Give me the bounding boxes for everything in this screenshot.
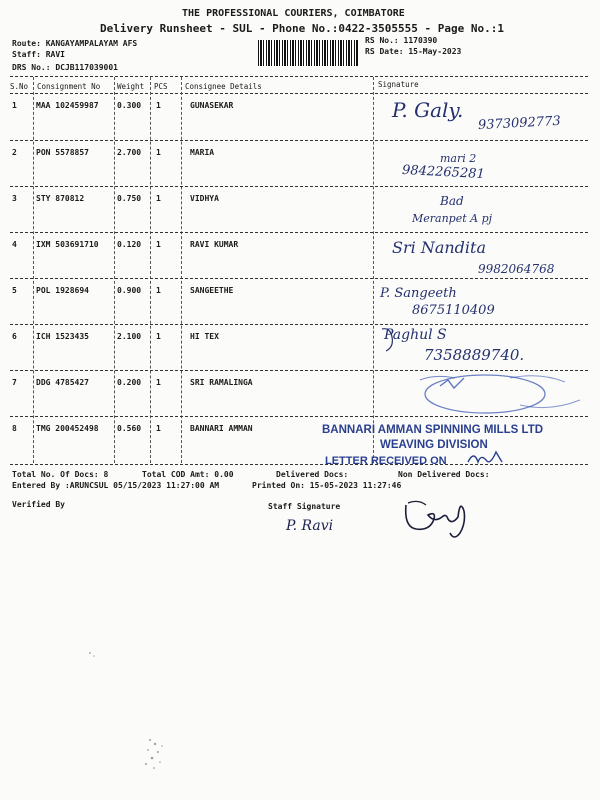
- row-consignee: SRI RAMALINGA: [190, 378, 253, 387]
- row-sno: 5: [12, 286, 17, 295]
- rs-number: RS No.: 1170390: [365, 36, 438, 45]
- table-header-rule: [10, 93, 588, 94]
- row-weight: 0.560: [117, 424, 142, 433]
- row-pcs: 1: [156, 332, 161, 341]
- table-top-rule: [10, 76, 588, 77]
- company-stamp-line1: BANNARI AMMAN SPINNING MILLS LTD: [322, 424, 544, 436]
- row-consignee: RAVI KUMAR: [190, 240, 239, 249]
- col-sno: S.No: [10, 82, 29, 91]
- row-pcs: 1: [156, 424, 161, 433]
- entered-by: Entered By :ARUNCSUL 05/15/2023 11:27:00 AM: [12, 481, 220, 490]
- runsheet-title: Delivery Runsheet - SUL - Phone No.:0422-3505555 - Page No.:1: [100, 22, 504, 35]
- col-signature: Signature: [378, 80, 419, 89]
- row-phone-note: 9842265281: [401, 162, 486, 183]
- row-consignee: BANNARI AMMAN: [190, 424, 253, 433]
- row-place-note: Meranpet A pj: [412, 212, 493, 225]
- row-consignment: MAA 102459987: [36, 101, 99, 110]
- col-divider: [150, 77, 151, 463]
- row-consignment: STY 870812: [36, 194, 85, 203]
- row-rule: [10, 278, 588, 279]
- row-consignee: MARIA: [190, 148, 215, 157]
- row-pcs: 1: [156, 286, 161, 295]
- row-consignee: GUNASEKAR: [190, 101, 234, 110]
- col-divider: [33, 77, 34, 463]
- table-bottom-rule: [10, 464, 588, 465]
- row-sno: 2: [12, 148, 17, 157]
- row-phone-note: 9982064768: [478, 262, 555, 276]
- row-consignee: SANGEETHE: [190, 286, 234, 295]
- row-signature: P. Sangeeth: [380, 286, 457, 301]
- col-divider: [373, 77, 374, 463]
- row-phone-note: 7358889740.: [424, 346, 525, 364]
- row-sno: 1: [12, 101, 17, 110]
- row-weight: 0.750: [117, 194, 142, 203]
- row-consignment: PON 5578857: [36, 148, 89, 157]
- row-pcs: 1: [156, 148, 161, 157]
- stamp-initials-signature: [466, 448, 506, 468]
- col-weight: Weight: [117, 82, 145, 91]
- col-consignment: Consignment No: [37, 82, 101, 91]
- barcode: [258, 40, 358, 66]
- row-weight: 2.700: [117, 148, 142, 157]
- row-rule: [10, 324, 588, 325]
- row-signature: Bad: [440, 194, 464, 208]
- delivered-docs: Delivered Docs:: [276, 470, 349, 479]
- row-consignment: IXM 503691710: [36, 240, 99, 249]
- verified-by-label: Verified By: [12, 500, 65, 509]
- signature-flourish: [378, 325, 408, 355]
- scan-smudge: [84, 648, 104, 662]
- row-consignee: VIDHYA: [190, 194, 219, 203]
- row-pcs: 1: [156, 194, 161, 203]
- row-phone-note: 9373092773: [477, 113, 562, 134]
- row-weight: 0.200: [117, 378, 142, 387]
- row-weight: 0.300: [117, 101, 142, 110]
- staff-signature-hand: P. Ravi: [286, 518, 334, 534]
- row-sno: 8: [12, 424, 17, 433]
- receipt-stamp-graphic: [400, 370, 590, 420]
- row-weight: 2.100: [117, 332, 142, 341]
- row-signature: P. Galy.: [392, 98, 464, 122]
- rs-date: RS Date: 15-May-2023: [365, 47, 462, 56]
- row-pcs: 1: [156, 101, 161, 110]
- scan-smudge: [130, 728, 180, 778]
- row-signature: Sri Nandita: [392, 238, 486, 257]
- staff-signature-label: Staff Signature: [268, 502, 341, 511]
- row-consignee: HI TEX: [190, 332, 219, 341]
- row-rule: [10, 232, 588, 233]
- col-consignee: Consignee Details: [185, 82, 262, 91]
- staff-label: Staff: RAVI: [12, 50, 65, 59]
- drs-number: DRS No.: DCJB117039001: [12, 63, 118, 72]
- row-sno: 7: [12, 378, 17, 387]
- total-cod: Total COD Amt: 0.00: [142, 470, 234, 479]
- row-pcs: 1: [156, 240, 161, 249]
- row-sno: 4: [12, 240, 17, 249]
- row-consignment: POL 1928694: [36, 286, 89, 295]
- row-consignment: TMG 200452498: [36, 424, 99, 433]
- col-pcs: PCS: [154, 82, 168, 91]
- total-docs: Total No. Of Docs: 8: [12, 470, 109, 479]
- row-rule: [10, 186, 588, 187]
- col-divider: [181, 77, 182, 463]
- row-signature: mari 2: [440, 152, 477, 165]
- row-consignment: ICH 1523435: [36, 332, 89, 341]
- company-title: THE PROFESSIONAL COURIERS, COIMBATORE: [182, 8, 405, 19]
- company-stamp-line3: LETTER RECEIVED ON: [325, 455, 447, 467]
- row-weight: 0.120: [117, 240, 142, 249]
- row-sno: 6: [12, 332, 17, 341]
- printed-on: Printed On: 15-05-2023 11:27:46: [252, 481, 402, 490]
- verifier-signature: [400, 495, 495, 540]
- row-pcs: 1: [156, 378, 161, 387]
- row-phone-note: 8675110409: [412, 303, 495, 318]
- col-divider: [114, 77, 115, 463]
- row-consignment: DDG 4785427: [36, 378, 89, 387]
- company-stamp-line2: WEAVING DIVISION: [380, 439, 488, 451]
- non-delivered-docs: Non Delivered Docs:: [398, 470, 490, 479]
- row-sno: 3: [12, 194, 17, 203]
- row-rule: [10, 140, 588, 141]
- route-label: Route: KANGAYAMPALAYAM AFS: [12, 39, 138, 48]
- row-signature: Paghul S: [384, 327, 447, 343]
- row-weight: 0.900: [117, 286, 142, 295]
